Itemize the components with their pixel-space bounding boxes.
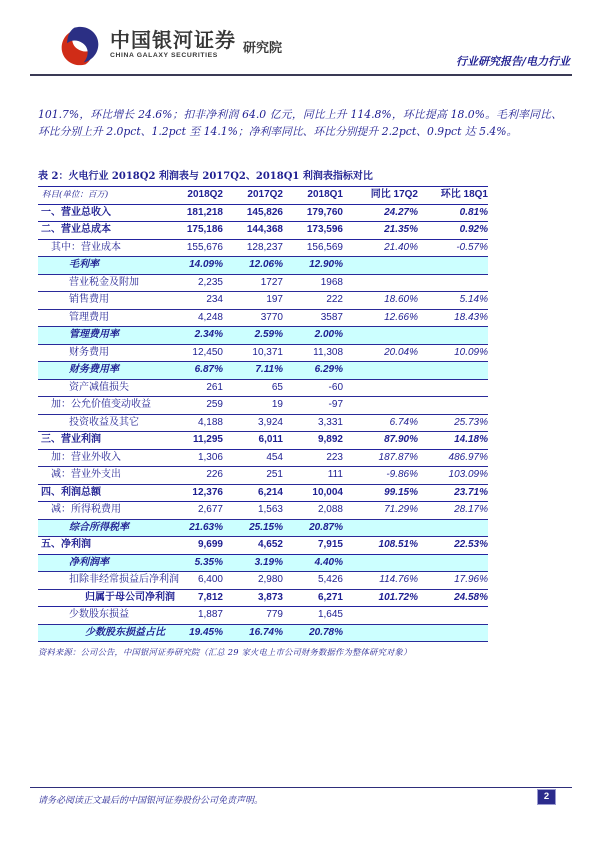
row-value: 11,295 [161, 432, 223, 450]
table-header [38, 187, 488, 205]
row-label: 少数股东损益占比 [38, 624, 161, 642]
row-value [418, 362, 488, 380]
row-value: 6,214 [223, 484, 283, 502]
table-row [38, 239, 488, 257]
row-value: 2.59% [223, 327, 283, 345]
row-value: 10,004 [283, 484, 343, 502]
row-value: 71.29% [343, 502, 418, 520]
column-header-item: 科目(单位：百万) [38, 187, 161, 205]
row-value: -97 [283, 397, 343, 415]
row-value [343, 379, 418, 397]
income-table-body [38, 204, 488, 642]
row-value: 14.18% [418, 432, 488, 450]
table-row [38, 292, 488, 310]
row-label: 二、营业总成本 [38, 222, 161, 240]
row-value: 1,887 [161, 607, 223, 625]
row-value: 144,368 [223, 222, 283, 240]
page-footer [30, 787, 572, 806]
table-row [38, 624, 488, 642]
row-value: 5,426 [283, 572, 343, 590]
row-value: 108.51% [343, 537, 418, 555]
table-row [38, 274, 488, 292]
row-value: 2,088 [283, 502, 343, 520]
table-row [38, 519, 488, 537]
row-value: 251 [223, 467, 283, 485]
row-value [343, 519, 418, 537]
row-value: 6,271 [283, 589, 343, 607]
row-value: 6,011 [223, 432, 283, 450]
row-value [418, 624, 488, 642]
row-value: 6.74% [343, 414, 418, 432]
row-value: 179,760 [283, 204, 343, 222]
row-value: 6,400 [161, 572, 223, 590]
table-row [38, 414, 488, 432]
row-value [418, 397, 488, 415]
row-value: 12.90% [283, 257, 343, 275]
row-value: -60 [283, 379, 343, 397]
page-number-badge: 2 [537, 789, 556, 805]
row-value: 173,596 [283, 222, 343, 240]
row-label: 少数股东损益 [38, 607, 161, 625]
row-label: 综合所得税率 [38, 519, 161, 537]
row-value [418, 327, 488, 345]
table-section [38, 167, 498, 658]
row-value: 12.06% [223, 257, 283, 275]
row-value: 1,306 [161, 449, 223, 467]
row-value: -0.57% [418, 239, 488, 257]
row-value [343, 327, 418, 345]
row-value [418, 379, 488, 397]
row-value: 23.71% [418, 484, 488, 502]
row-value: 25.15% [223, 519, 283, 537]
table-row [38, 222, 488, 240]
table-row [38, 432, 488, 450]
row-value: 20.04% [343, 344, 418, 362]
row-value: 454 [223, 449, 283, 467]
row-value: 222 [283, 292, 343, 310]
row-value: 18.43% [418, 309, 488, 327]
row-value: 2,677 [161, 502, 223, 520]
row-label: 一、营业总收入 [38, 204, 161, 222]
row-label: 毛利率 [38, 257, 161, 275]
row-value: 14.09% [161, 257, 223, 275]
row-label: 投资收益及其它 [38, 414, 161, 432]
row-value: 197 [223, 292, 283, 310]
row-value [343, 607, 418, 625]
row-value: 7,915 [283, 537, 343, 555]
row-value: 223 [283, 449, 343, 467]
row-value [418, 607, 488, 625]
table-header-row [38, 187, 488, 205]
row-value: 9,892 [283, 432, 343, 450]
row-value: 10.09% [418, 344, 488, 362]
table-row [38, 327, 488, 345]
table-row [38, 362, 488, 380]
row-value: 19.45% [161, 624, 223, 642]
row-value: 5.14% [418, 292, 488, 310]
row-label: 管理费用率 [38, 327, 161, 345]
table-row [38, 344, 488, 362]
brand-text [110, 24, 236, 60]
row-label: 五、净利润 [38, 537, 161, 555]
table-row [38, 607, 488, 625]
row-value: 2,980 [223, 572, 283, 590]
row-label: 资产减值损失 [38, 379, 161, 397]
row-label: 加：营业外收入 [38, 449, 161, 467]
row-value: 24.58% [418, 589, 488, 607]
table-row [38, 309, 488, 327]
table-title: 表 2：火电行业 2018Q2 利润表与 2017Q2、2018Q1 利润表指标对比 [38, 171, 373, 182]
table-row [38, 379, 488, 397]
row-value: 128,237 [223, 239, 283, 257]
row-value: 6.29% [283, 362, 343, 380]
row-value [343, 362, 418, 380]
row-value [343, 397, 418, 415]
row-value [343, 624, 418, 642]
source-note: 资料来源：公司公告，中国银河证券研究院（汇总 29 家火电上市公司财务数据作为整体研究对象） [38, 647, 412, 657]
column-header-2018q1: 2018Q1 [283, 187, 343, 205]
row-label: 财务费用率 [38, 362, 161, 380]
brand-suffix: 研究院 [243, 40, 283, 55]
row-label: 财务费用 [38, 344, 161, 362]
row-value: 234 [161, 292, 223, 310]
row-value: 0.81% [418, 204, 488, 222]
row-value: 101.72% [343, 589, 418, 607]
row-value: 87.90% [343, 432, 418, 450]
row-value [418, 274, 488, 292]
column-header-2017q2: 2017Q2 [223, 187, 283, 205]
row-value: 187.87% [343, 449, 418, 467]
row-value: 99.15% [343, 484, 418, 502]
row-value: 1727 [223, 274, 283, 292]
table-row [38, 554, 488, 572]
row-value: 145,826 [223, 204, 283, 222]
row-value: 5.35% [161, 554, 223, 572]
row-value: 7,812 [161, 589, 223, 607]
row-value [418, 519, 488, 537]
row-value: 2.00% [283, 327, 343, 345]
row-value: 111 [283, 467, 343, 485]
row-label: 营业税金及附加 [38, 274, 161, 292]
row-value: 2,235 [161, 274, 223, 292]
row-label: 销售费用 [38, 292, 161, 310]
row-value: 4,652 [223, 537, 283, 555]
table-row [38, 467, 488, 485]
disclaimer-text: 请务必阅读正文最后的中国银河证券股份公司免责声明。 [38, 796, 264, 806]
row-value: 2.34% [161, 327, 223, 345]
row-value: 3,924 [223, 414, 283, 432]
row-label: 加：公允价值变动收益 [38, 397, 161, 415]
row-value: 261 [161, 379, 223, 397]
table-row [38, 484, 488, 502]
row-value: 7.11% [223, 362, 283, 380]
row-value: 1,645 [283, 607, 343, 625]
row-value: 65 [223, 379, 283, 397]
row-value: -9.86% [343, 467, 418, 485]
row-label: 扣除非经常损益后净利润 [38, 572, 161, 590]
row-label: 净利润率 [38, 554, 161, 572]
row-value: 21.40% [343, 239, 418, 257]
row-value: 3770 [223, 309, 283, 327]
row-value: 9,699 [161, 537, 223, 555]
table-row [38, 449, 488, 467]
row-label: 三、营业利润 [38, 432, 161, 450]
row-value: 20.78% [283, 624, 343, 642]
row-value [343, 554, 418, 572]
row-label: 管理费用 [38, 309, 161, 327]
row-value: 21.35% [343, 222, 418, 240]
row-label: 四、利润总额 [38, 484, 161, 502]
row-value: 28.17% [418, 502, 488, 520]
row-value: 6.87% [161, 362, 223, 380]
row-value: 25.73% [418, 414, 488, 432]
row-value: 3.19% [223, 554, 283, 572]
table-row [38, 397, 488, 415]
intro-paragraph: 101.7%，环比增长 24.6%；扣非净利润 64.0 亿元，同比上升 114.8%，环比提高 18.0%。毛利率同比、环比分别上升 2.0pct、1.2pct 至 14.1%；净利率同比、环比分别提升 2.2pct、0.9pct 达 5.4%。 [38, 108, 562, 138]
row-value: 4,248 [161, 309, 223, 327]
row-value: 114.76% [343, 572, 418, 590]
row-value: 12,376 [161, 484, 223, 502]
table-row [38, 204, 488, 222]
row-value [418, 554, 488, 572]
row-value: 4.40% [283, 554, 343, 572]
row-value [418, 257, 488, 275]
row-value: 12.66% [343, 309, 418, 327]
row-value: 1968 [283, 274, 343, 292]
column-header-2018q2: 2018Q2 [161, 187, 223, 205]
row-value: 486.97% [418, 449, 488, 467]
row-label: 减：营业外支出 [38, 467, 161, 485]
brand-name-en: CHINA GALAXY SECURITIES [110, 52, 218, 59]
page-header [30, 22, 572, 76]
report-type-label: 行业研究报告/电力行业 [455, 55, 570, 68]
table-row [38, 257, 488, 275]
row-value: 20.87% [283, 519, 343, 537]
row-value: 175,186 [161, 222, 223, 240]
row-value: 3587 [283, 309, 343, 327]
galaxy-logo-icon [58, 24, 102, 68]
row-value: 19 [223, 397, 283, 415]
row-label: 归属于母公司净利润 [38, 589, 161, 607]
table-row [38, 572, 488, 590]
row-label: 减：所得税费用 [38, 502, 161, 520]
table-row [38, 537, 488, 555]
row-value: 0.92% [418, 222, 488, 240]
row-value [343, 274, 418, 292]
table-row [38, 589, 488, 607]
brand-name-cn: 中国银河证券 [110, 30, 236, 52]
column-header-qoq: 环比 18Q1 [418, 187, 488, 205]
income-statement-table [38, 186, 488, 642]
row-value: 3,873 [223, 589, 283, 607]
row-value: 156,569 [283, 239, 343, 257]
row-label: 其中：营业成本 [38, 239, 161, 257]
row-value: 22.53% [418, 537, 488, 555]
row-value: 259 [161, 397, 223, 415]
row-value: 24.27% [343, 204, 418, 222]
row-value: 1,563 [223, 502, 283, 520]
table-row [38, 502, 488, 520]
row-value: 17.96% [418, 572, 488, 590]
row-value: 21.63% [161, 519, 223, 537]
row-value: 103.09% [418, 467, 488, 485]
row-value: 18.60% [343, 292, 418, 310]
row-value: 16.74% [223, 624, 283, 642]
row-value: 226 [161, 467, 223, 485]
row-value: 10,371 [223, 344, 283, 362]
row-value: 12,450 [161, 344, 223, 362]
row-value: 11,308 [283, 344, 343, 362]
row-value [343, 257, 418, 275]
row-value: 155,676 [161, 239, 223, 257]
brand-block [58, 24, 282, 68]
row-value: 181,218 [161, 204, 223, 222]
row-value: 4,188 [161, 414, 223, 432]
column-header-yoy: 同比 17Q2 [343, 187, 418, 205]
row-value: 779 [223, 607, 283, 625]
row-value: 3,331 [283, 414, 343, 432]
